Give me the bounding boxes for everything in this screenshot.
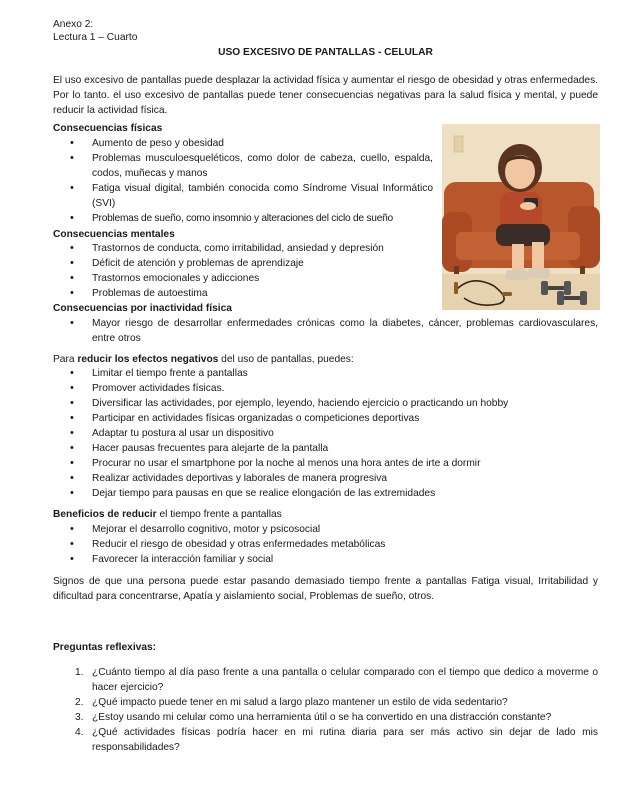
intro-paragraph: El uso excesivo de pantallas puede desplazar la actividad física y aumentar el riesgo de obesidad y otras enfermedades. Por lo tanto. el uso excesivo de pantallas puede tener consecuencias negativas para la salud física y mental, y puede reducir la actividad física. bbox=[53, 75, 598, 116]
list-item: • Procurar no usar el smartphone por la noche al menos una hora antes de irte a dormir bbox=[92, 456, 598, 471]
list-item: • Trastornos de conducta, como irritabilidad, ansiedad y depresión bbox=[92, 241, 433, 256]
list-item: • Realizar actividades deportivas y laborales de manera progresiva bbox=[92, 471, 598, 486]
girl-on-sofa-illustration bbox=[442, 124, 600, 310]
list-item: • Mayor riesgo de desarrollar enfermedades crónicas como la diabetes, cáncer, problemas cardiovasculares, entre otros bbox=[92, 316, 598, 346]
signs-paragraph: Signos de que una persona puede estar pasando demasiado tiempo frente a pantallas Fatiga visual, Irritabilidad y dificultad para concentrarse, Apatía y aislamiento social, Problemas de sueño, otros. bbox=[53, 576, 598, 602]
question-item: 1. ¿Cuánto tiempo al día paso frente a una pantalla o celular comparado con el tiempo que dedico a moverme o hacer ejercicio? bbox=[75, 667, 598, 693]
list-item: • Trastornos emocionales y adicciones bbox=[92, 271, 433, 286]
list-item: • Participar en actividades físicas organizadas o competiciones deportivas bbox=[92, 411, 598, 426]
list-item: • Fatiga visual digital, también conocida como Síndrome Visual Informático (SVI) bbox=[92, 181, 433, 211]
reading-label: Lectura 1 – Cuarto bbox=[53, 32, 138, 43]
list-item: • Promover actividades físicas. bbox=[92, 381, 598, 396]
reduce-lead-post: del uso de pantallas, puedes: bbox=[218, 354, 354, 365]
list-item: • Déficit de atención y problemas de aprendizaje bbox=[92, 256, 433, 271]
annex-label: Anexo 2: bbox=[53, 19, 94, 30]
list-item: • Aumento de peso y obesidad bbox=[92, 136, 433, 151]
benefits-heading-bold: Beneficios de reducir bbox=[53, 509, 157, 520]
list-item: • Hacer pausas frecuentes para alejarte de la pantalla bbox=[92, 441, 598, 456]
questions-list bbox=[75, 665, 598, 755]
question-item: 3. ¿Estoy usando mi celular como una herramienta útil o se ha convertido en una distracción constante? bbox=[75, 712, 552, 723]
list-item: • Problemas musculoesqueléticos, como dolor de cabeza, cuello, espalda, codos, muñecas y manos bbox=[92, 151, 433, 181]
mental-list bbox=[92, 241, 433, 301]
benefits-heading bbox=[53, 507, 282, 522]
reduce-lead bbox=[53, 352, 354, 367]
list-item: • Problemas de autoestima bbox=[92, 286, 433, 301]
list-item: • Favorecer la interacción familiar y social bbox=[92, 552, 598, 567]
reduce-lead-pre: Para bbox=[53, 354, 78, 365]
list-item: • Mejorar el desarrollo cognitivo, motor y psicosocial bbox=[92, 522, 598, 537]
reduce-lead-bold: reducir los efectos negativos bbox=[77, 354, 219, 365]
list-item: • Diversificar las actividades, por ejemplo, leyendo, haciendo ejercicio o practicando un hobby bbox=[92, 396, 598, 411]
list-item: • Limitar el tiempo frente a pantallas bbox=[92, 366, 598, 381]
inactivity-heading: Consecuencias por inactividad física bbox=[53, 303, 232, 314]
benefits-list bbox=[92, 522, 598, 567]
list-item: • Adaptar tu postura al usar un dispositivo bbox=[92, 426, 598, 441]
physical-list bbox=[92, 136, 433, 226]
questions-heading: Preguntas reflexivas: bbox=[53, 642, 157, 653]
physical-heading: Consecuencias físicas bbox=[53, 123, 163, 134]
reduce-list bbox=[92, 366, 598, 501]
question-item: 4. ¿Qué actividades físicas podría hacer en mi rutina diaria para ser más activo sin dejar de lado mis responsabilidades? bbox=[75, 727, 598, 753]
question-item: 2. ¿Qué impacto puede tener en mi salud a largo plazo mantener un estilo de vida sedentario? bbox=[75, 697, 508, 708]
list-item: • Dejar tiempo para pausas en que se realice elongación de las extremidades bbox=[92, 486, 598, 501]
document-title: USO EXCESIVO DE PANTALLAS - CELULAR bbox=[218, 47, 433, 58]
list-item: • Problemas de sueño, como insomnio y alteraciones del ciclo de sueño bbox=[92, 211, 433, 226]
mental-heading: Consecuencias mentales bbox=[53, 229, 175, 240]
inactivity-list bbox=[92, 316, 598, 346]
benefits-heading-rest: el tiempo frente a pantallas bbox=[156, 509, 282, 520]
list-item: • Reducir el riesgo de obesidad y otras enfermedades metabólicas bbox=[92, 537, 598, 552]
